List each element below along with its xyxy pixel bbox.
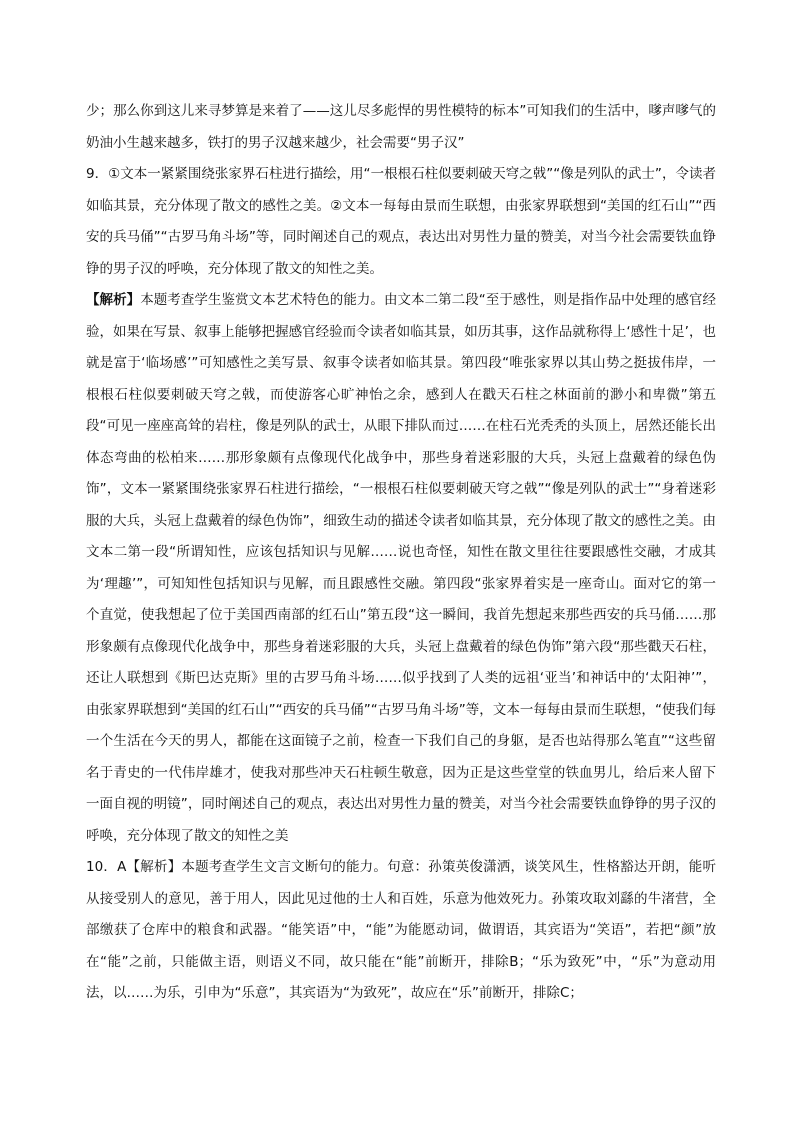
answer-10 <box>86 852 716 1010</box>
answer-9 <box>86 159 716 285</box>
analysis-tag: 【解析】 <box>86 292 141 308</box>
document-page <box>86 96 716 1010</box>
analysis-9 <box>86 285 716 852</box>
paragraph-text: 本题考查学生鉴赏文本艺术特色的能力。由文本二第二段“至于感性，则是指作品中处理的感官经验，如果在写景、叙事上能够把握感官经验而令读者如临其景，如历其事，这作品就称得上‘感性十足’，也就是富于‘临场感’”可知感性之美写景、叙事令读者如临其景。第四段“唯张家界以其山势之挺拔伟岸，一根根石柱似要刺破天穹之戟，而使游客心旷神怡之余，感到人在戳天石柱之林面前的渺小和卑微”第五段“可见一座座高耸的岩柱，像是列队的武士，从眼下排队而过……在柱石光秃秃的头顶上，居然还能长出体态弯曲的松柏来……那形象颇有点像现代化战争中，那些身着迷彩服的大兵，头冠上盘戴着的绿色伪饰”，文本一紧紧围绕张家界石柱进行描绘，“一根根石柱似要刺破天穹之戟”“像是列队的武士”“身着迷彩服的大兵，头冠上盘戴着的绿色伪饰”，细致生动的描述令读者如临其景，充分体现了散文的感性之美。由文本二第一段“所谓知性，应该包括知识与见解……说也奇怪，知性在散文里往往要跟感性交融，才成其为‘理趣’”，可知知性包括知识与见解，而且跟感性交融。第四段“张家界着实是一座奇山。面对它的第一个直觉，使我想起了位于美国西南部的红石山”第五段“这一瞬间，我首先想起来那些西安的兵马俑……那形象颇有点像现代化战争中，那些身着迷彩服的大兵，头冠上盘戴着的绿色伪饰”第六段“那些戳天石柱，还让人联想到《斯巴达克斯》里的古罗马角斗场……似乎找到了人类的远祖‘亚当’和神话中的‘太阳神’”，由张家界联想到“美国的红石山”“西安的兵马俑”“古罗马角斗场”等，文本一每每由景而生联想，“使我们每一个生活在今天的男人，都能在这面镜子之前，检查一下我们自己的身躯，是否也站得那么笔直”“这些留名于青史的一代伟岸雄才，使我对那些冲天石柱顿生敬意，因为正是这些堂堂的铁血男儿，给后来人留下一面自视的明镜”，同时阐述自己的观点，表达出对男性力量的赞美，对当今社会需要铁血铮铮的男子汉的呼唤，充分体现了散文的知性之美 <box>86 292 717 844</box>
paragraph-text: 9．①文本一紧紧围绕张家界石柱进行描绘，用“一根根石柱似要刺破天穹之戟”“像是列队的武士”，令读者如临其景，充分体现了散文的感性之美。②文本一每每由景而生联想，由张家界联想到“美国的红石山”“西安的兵马俑”“古罗马角斗场”等，同时阐述自己的观点，表达出对男性力量的赞美，对当今社会需要铁血铮铮的男子汉的呼唤，充分体现了散文的知性之美。 <box>86 166 716 277</box>
paragraph-text: 10．A【解析】本题考查学生文言文断句的能力。句意：孙策英俊潇洒，谈笑风生，性格豁达开朗，能听从接受别人的意见，善于用人，因此见过他的士人和百姓，乐意为他效死力。孙策攻取刘繇的牛渚营，全部缴获了仓库中的粮食和武器。“能笑语”中，“能”为能愿动词，做谓语，其宾语为“笑语”，若把“颜”放在“能”之前，只能做主语，则语义不同，故只能在“能”前断开，排除B；“乐为致死”中，“乐”为意动用法，以……为乐，引申为“乐意”，其宾语为“为致死”，故应在“乐”前断开，排除C； <box>86 859 716 1001</box>
paragraph-continuation <box>86 96 716 159</box>
paragraph-text: 少；那么你到这儿来寻梦算是来着了——这儿尽多彪悍的男性模特的标本”可知我们的生活中，嗲声嗲气的奶油小生越来越多，铁打的男子汉越来越少，社会需要“男子汉” <box>86 103 716 151</box>
